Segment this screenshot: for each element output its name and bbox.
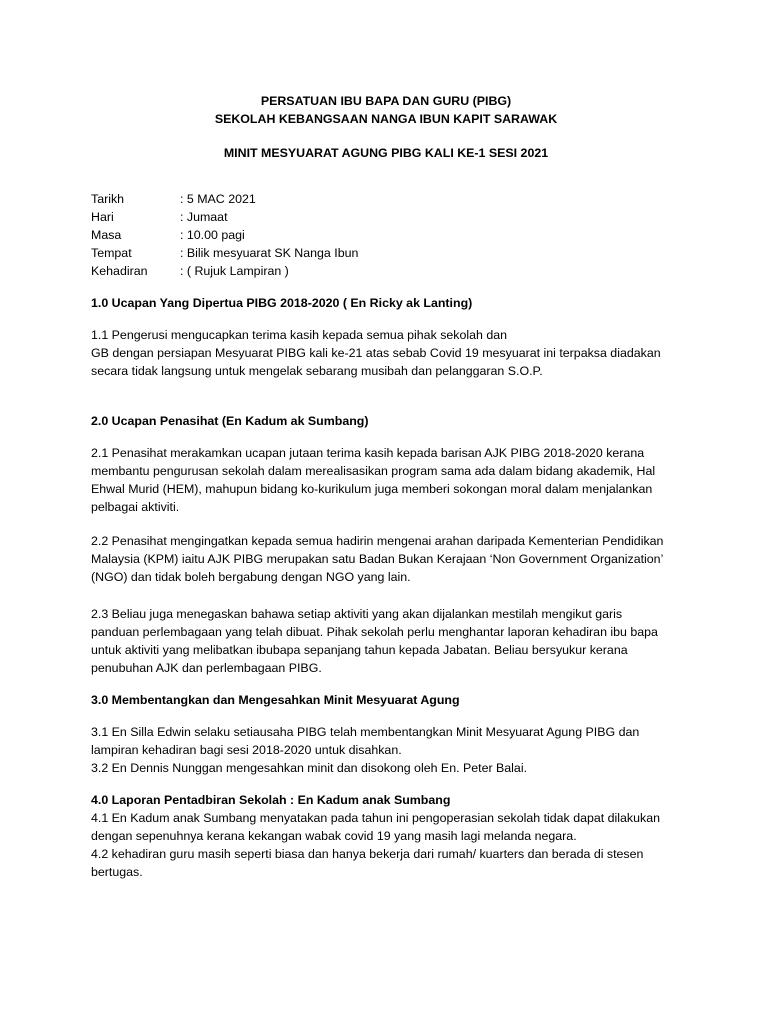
info-label: Masa [91, 228, 122, 242]
paragraph-line: untuk aktiviti yang melibatkan ibubapa sepanjang tahun kepada Jabatan. Beliau bersyukur kerana [91, 643, 628, 657]
paragraph-line: GB dengan persiapan Mesyuarat PIBG kali ke-21 atas sebab Covid 19 mesyuarat ini terpaksa diadakan [91, 346, 661, 360]
info-value: : Jumaat [180, 210, 228, 224]
org-name: PERSATUAN IBU BAPA DAN GURU (PIBG) [260, 94, 512, 108]
info-label: Kehadiran [91, 264, 148, 278]
paragraph-line: 4.2 kehadiran guru masih seperti biasa dan hanya bekerja dari rumah/ kuarters dan berada di stesen [91, 847, 644, 861]
paragraph-line: membantu pengurusan sekolah dalam merealisasikan program sama ada dalam bidang akademik, Hal [91, 464, 656, 478]
paragraph-line: Malaysia (KPM) iaitu AJK PIBG merupakan satu Badan Bukan Kerajaan ‘Non Government Organization’ [91, 552, 664, 566]
info-value: : Bilik mesyuarat SK Nanga Ibun [180, 246, 359, 260]
paragraph-line: 3.2 En Dennis Nunggan mengesahkan minit dan disokong oleh En. Peter Balai. [91, 761, 528, 775]
section-2-heading: 2.0 Ucapan Penasihat (En Kadum ak Sumbang) [91, 414, 369, 428]
info-row-place [91, 244, 681, 262]
paragraph-line: bertugas. [91, 865, 143, 879]
section-2-paragraph-1 [91, 444, 681, 516]
section-1-heading: 1.0 Ucapan Yang Dipertua PIBG 2018-2020 ( En Ricky ak Lanting) [91, 296, 473, 310]
section-4-heading: 4.0 Laporan Pentadbiran Sekolah : En Kadum anak Sumbang [91, 793, 451, 807]
school-name: SEKOLAH KEBANGSAAN NANGA IBUN KAPIT SARAWAK [214, 112, 558, 126]
paragraph-line: 2.3 Beliau juga menegaskan bahawa setiap aktiviti yang akan dijalankan mestilah mengikut garis [91, 607, 623, 621]
info-row-attendance [91, 262, 681, 280]
info-value: : 5 MAC 2021 [180, 192, 256, 206]
section-3-paragraph [91, 723, 681, 777]
info-value: : 10.00 pagi [180, 228, 245, 242]
paragraph-line: Ehwal Murid (HEM), mahupun bidang ko-kurikulum juga memberi sokongan moral dalam menjalankan [91, 482, 653, 496]
paragraph-line: panduan perlembagaan yang telah dibuat. Pihak sekolah perlu menghantar laporan kehadiran ibu bapa [91, 625, 658, 639]
info-row-day [91, 208, 681, 226]
info-label: Tempat [91, 246, 132, 260]
section-1-paragraph [91, 326, 681, 380]
paragraph-line: 4.1 En Kadum anak Sumbang menyatakan pada tahun ini pengoperasian sekolah tidak dapat dilakukan [91, 811, 660, 825]
paragraph-line: pelbagai aktiviti. [91, 500, 180, 514]
section-2-paragraph-2 [91, 532, 681, 586]
document-body [91, 92, 681, 881]
info-value: : ( Rujuk Lampiran ) [180, 264, 289, 278]
paragraph-line: lampiran kehadiran bagi sesi 2018-2020 untuk disahkan. [91, 743, 402, 757]
info-row-date [91, 190, 681, 208]
paragraph-line: 2.2 Penasihat mengingatkan kepada semua hadirin mengenai arahan daripada Kementerian Pendidikan [91, 534, 664, 548]
paragraph-line: 1.1 Pengerusi mengucapkan terima kasih kepada semua pihak sekolah dan [91, 328, 508, 342]
paragraph-line: 3.1 En Silla Edwin selaku setiausaha PIBG telah membentangkan Minit Mesyuarat Agung PIBG dan [91, 725, 640, 739]
paragraph-line: secara tidak langsung untuk mengelak sebarang musibah dan pelanggaran S.O.P. [91, 364, 543, 378]
meeting-info [91, 190, 681, 280]
document-title: MINIT MESYUARAT AGUNG PIBG KALI KE-1 SESI 2021 [223, 146, 549, 160]
paragraph-line: (NGO) dan tidak boleh bergabung dengan NGO yang lain. [91, 570, 411, 584]
section-2-paragraph-3 [91, 605, 681, 677]
document-header [91, 92, 681, 162]
paragraph-line: 2.1 Penasihat merakamkan ucapan jutaan terima kasih kepada barisan AJK PIBG 2018-2020 kerana [91, 446, 645, 460]
info-label: Hari [91, 210, 114, 224]
section-3-heading: 3.0 Membentangkan dan Mengesahkan Minit Mesyuarat Agung [91, 693, 460, 707]
paragraph-line: penubuhan AJK dan perlembagaan PIBG. [91, 661, 322, 675]
section-4-paragraph [91, 809, 681, 881]
info-label: Tarikh [91, 192, 125, 206]
paragraph-line: dengan sepenuhnya kerana kekangan wabak covid 19 yang masih lagi melanda negara. [91, 829, 577, 843]
info-row-time [91, 226, 681, 244]
